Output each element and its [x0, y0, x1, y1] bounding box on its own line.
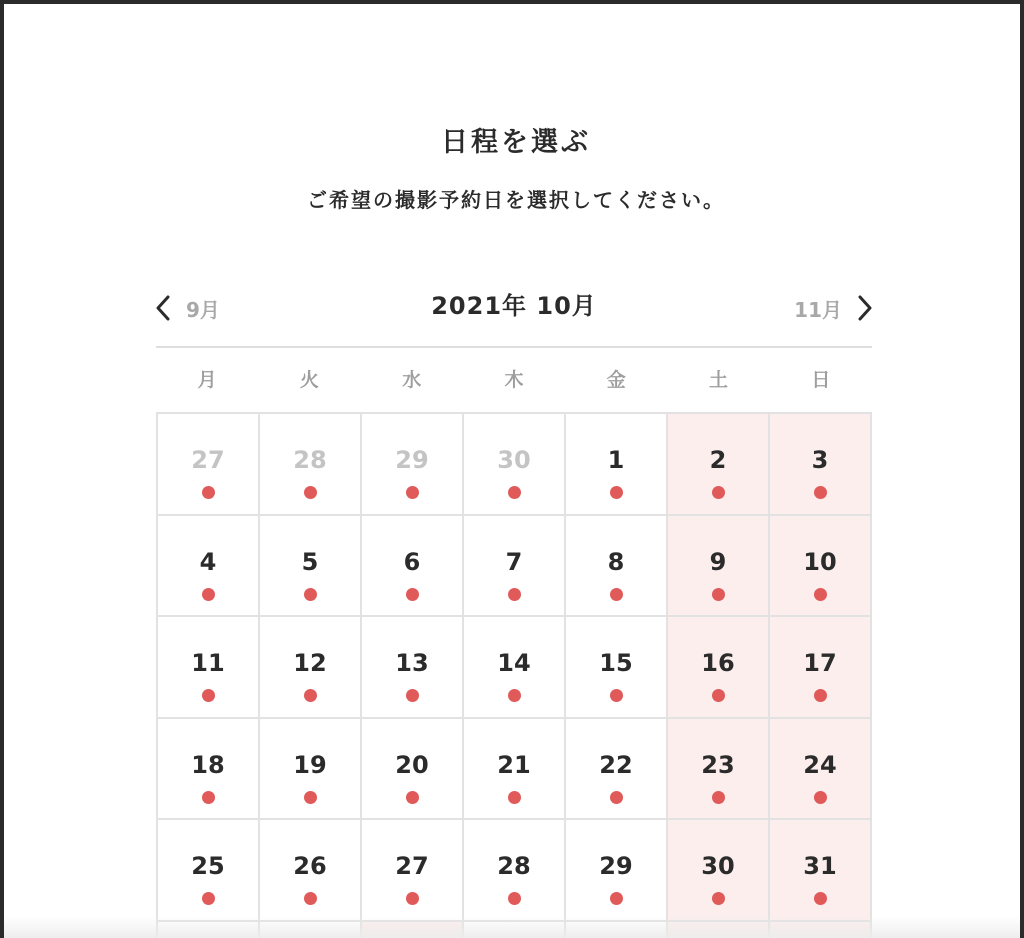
calendar-day-cell[interactable]	[362, 719, 464, 821]
day-number: 6	[403, 547, 421, 576]
weekday-fri: 金	[606, 369, 626, 391]
day-number: 7	[505, 547, 523, 576]
day-number: 12	[293, 649, 327, 677]
day-number: 8	[607, 547, 625, 576]
availability-dot	[712, 486, 725, 499]
calendar-day-cell[interactable]	[566, 820, 668, 922]
availability-dot	[304, 892, 317, 905]
calendar-day-cell[interactable]	[464, 719, 566, 821]
calendar-day-cell[interactable]	[464, 617, 566, 719]
calendar-day-cell[interactable]	[464, 922, 566, 938]
availability-dot	[610, 486, 623, 499]
calendar-day-cell[interactable]	[464, 414, 566, 516]
day-number: 13	[395, 649, 429, 677]
availability-dot	[712, 689, 725, 702]
calendar-day-cell[interactable]	[464, 516, 566, 618]
calendar-grid	[156, 412, 872, 938]
next-month-label: 11月	[794, 297, 842, 322]
calendar-day-cell[interactable]	[158, 719, 260, 821]
availability-dot	[406, 689, 419, 702]
availability-dot	[406, 892, 419, 905]
day-number: 24	[803, 750, 837, 779]
availability-dot	[508, 588, 521, 601]
day-number: 30	[701, 852, 735, 880]
availability-dot	[712, 588, 725, 601]
availability-dot	[508, 892, 521, 905]
calendar-day-cell[interactable]	[158, 414, 260, 516]
availability-dot	[610, 892, 623, 905]
availability-dot	[406, 486, 419, 499]
day-number: 2	[709, 446, 727, 474]
weekday-tue: 火	[299, 369, 319, 391]
calendar-day-cell[interactable]	[362, 414, 464, 516]
calendar-day-cell[interactable]	[668, 820, 770, 922]
calendar-day-cell[interactable]	[158, 516, 260, 618]
availability-dot	[814, 892, 827, 905]
calendar-day-cell[interactable]	[668, 719, 770, 821]
calendar-divider	[156, 346, 872, 348]
day-number: 31	[803, 852, 837, 880]
calendar-day-cell[interactable]	[668, 414, 770, 516]
chevron-right-icon	[858, 295, 872, 321]
prev-month-label: 9月	[186, 297, 220, 322]
day-number: 3	[811, 446, 829, 474]
day-number: 22	[599, 750, 633, 779]
day-number: 27	[395, 852, 429, 880]
day-number: 21	[497, 750, 531, 779]
calendar-day-cell[interactable]	[566, 922, 668, 938]
availability-dot	[712, 791, 725, 804]
availability-dot	[610, 689, 623, 702]
day-number: 28	[293, 446, 327, 474]
availability-dot	[304, 588, 317, 601]
calendar-day-cell[interactable]	[770, 516, 872, 618]
calendar-day-cell[interactable]	[260, 820, 362, 922]
availability-dot	[508, 791, 521, 804]
calendar-day-cell[interactable]	[770, 719, 872, 821]
day-number: 20	[395, 750, 429, 779]
calendar-day-cell[interactable]	[260, 922, 362, 938]
day-number: 16	[701, 649, 735, 677]
calendar-day-cell[interactable]	[362, 922, 464, 938]
availability-dot	[508, 689, 521, 702]
day-number: 11	[191, 649, 225, 677]
day-number: 9	[709, 547, 727, 576]
calendar-day-cell[interactable]	[566, 516, 668, 618]
calendar-day-cell[interactable]	[362, 617, 464, 719]
current-month-label: 2021年 10月	[431, 292, 597, 320]
page-title: 日程を選ぶ	[441, 127, 591, 158]
weekday-mon: 月	[197, 369, 217, 391]
calendar-day-cell[interactable]	[566, 414, 668, 516]
weekday-sun: 日	[811, 369, 831, 391]
availability-dot	[406, 588, 419, 601]
weekday-sat: 土	[709, 369, 729, 391]
calendar-day-cell[interactable]	[668, 516, 770, 618]
calendar-day-cell[interactable]	[668, 617, 770, 719]
calendar-day-cell[interactable]	[770, 414, 872, 516]
calendar-day-cell[interactable]	[464, 820, 566, 922]
day-number: 15	[599, 649, 633, 677]
calendar-day-cell[interactable]	[260, 719, 362, 821]
day-number: 28	[497, 852, 531, 880]
day-number: 29	[395, 446, 429, 474]
calendar-day-cell[interactable]	[158, 922, 260, 938]
calendar-nav	[156, 286, 872, 330]
availability-dot	[202, 689, 215, 702]
day-number: 19	[293, 750, 327, 779]
day-number: 26	[293, 852, 327, 880]
weekday-header	[156, 356, 872, 404]
next-month-button[interactable]	[794, 286, 872, 330]
day-number: 23	[701, 750, 735, 779]
availability-dot	[814, 791, 827, 804]
availability-dot	[202, 791, 215, 804]
weekday-thu: 木	[504, 369, 524, 391]
availability-dot	[304, 791, 317, 804]
calendar-day-cell[interactable]	[566, 719, 668, 821]
availability-dot	[202, 486, 215, 499]
availability-dot	[406, 791, 419, 804]
calendar-day-cell[interactable]	[260, 617, 362, 719]
calendar-day-cell[interactable]	[362, 516, 464, 618]
availability-dot	[508, 486, 521, 499]
day-number: 29	[599, 852, 633, 880]
availability-dot	[304, 486, 317, 499]
chevron-left-icon	[156, 295, 170, 321]
day-number: 14	[497, 649, 531, 677]
day-number: 1	[607, 446, 625, 474]
availability-dot	[610, 791, 623, 804]
availability-dot	[304, 689, 317, 702]
calendar-day-cell[interactable]	[770, 617, 872, 719]
calendar-day-cell[interactable]	[566, 617, 668, 719]
day-number: 18	[191, 750, 225, 779]
prev-month-button[interactable]	[156, 286, 220, 330]
day-number: 5	[301, 547, 319, 576]
day-number: 30	[497, 446, 531, 474]
calendar-day-cell[interactable]	[770, 922, 872, 938]
availability-dot	[814, 588, 827, 601]
weekday-wed: 水	[402, 369, 422, 391]
availability-dot	[814, 486, 827, 499]
day-number: 25	[191, 852, 225, 880]
availability-dot	[202, 892, 215, 905]
availability-dot	[202, 588, 215, 601]
availability-dot	[712, 892, 725, 905]
day-number: 10	[803, 547, 837, 576]
calendar-day-cell[interactable]	[260, 516, 362, 618]
calendar-day-cell[interactable]	[770, 820, 872, 922]
day-number: 27	[191, 446, 225, 474]
availability-dot	[814, 689, 827, 702]
calendar-day-cell[interactable]	[158, 820, 260, 922]
calendar-day-cell[interactable]	[668, 922, 770, 938]
page-subtitle: ご希望の撮影予約日を選択してください。	[307, 188, 725, 212]
calendar-day-cell[interactable]	[158, 617, 260, 719]
availability-dot	[610, 588, 623, 601]
calendar-day-cell[interactable]	[260, 414, 362, 516]
day-number: 17	[803, 649, 837, 677]
calendar-day-cell[interactable]	[362, 820, 464, 922]
day-number: 4	[199, 547, 217, 576]
